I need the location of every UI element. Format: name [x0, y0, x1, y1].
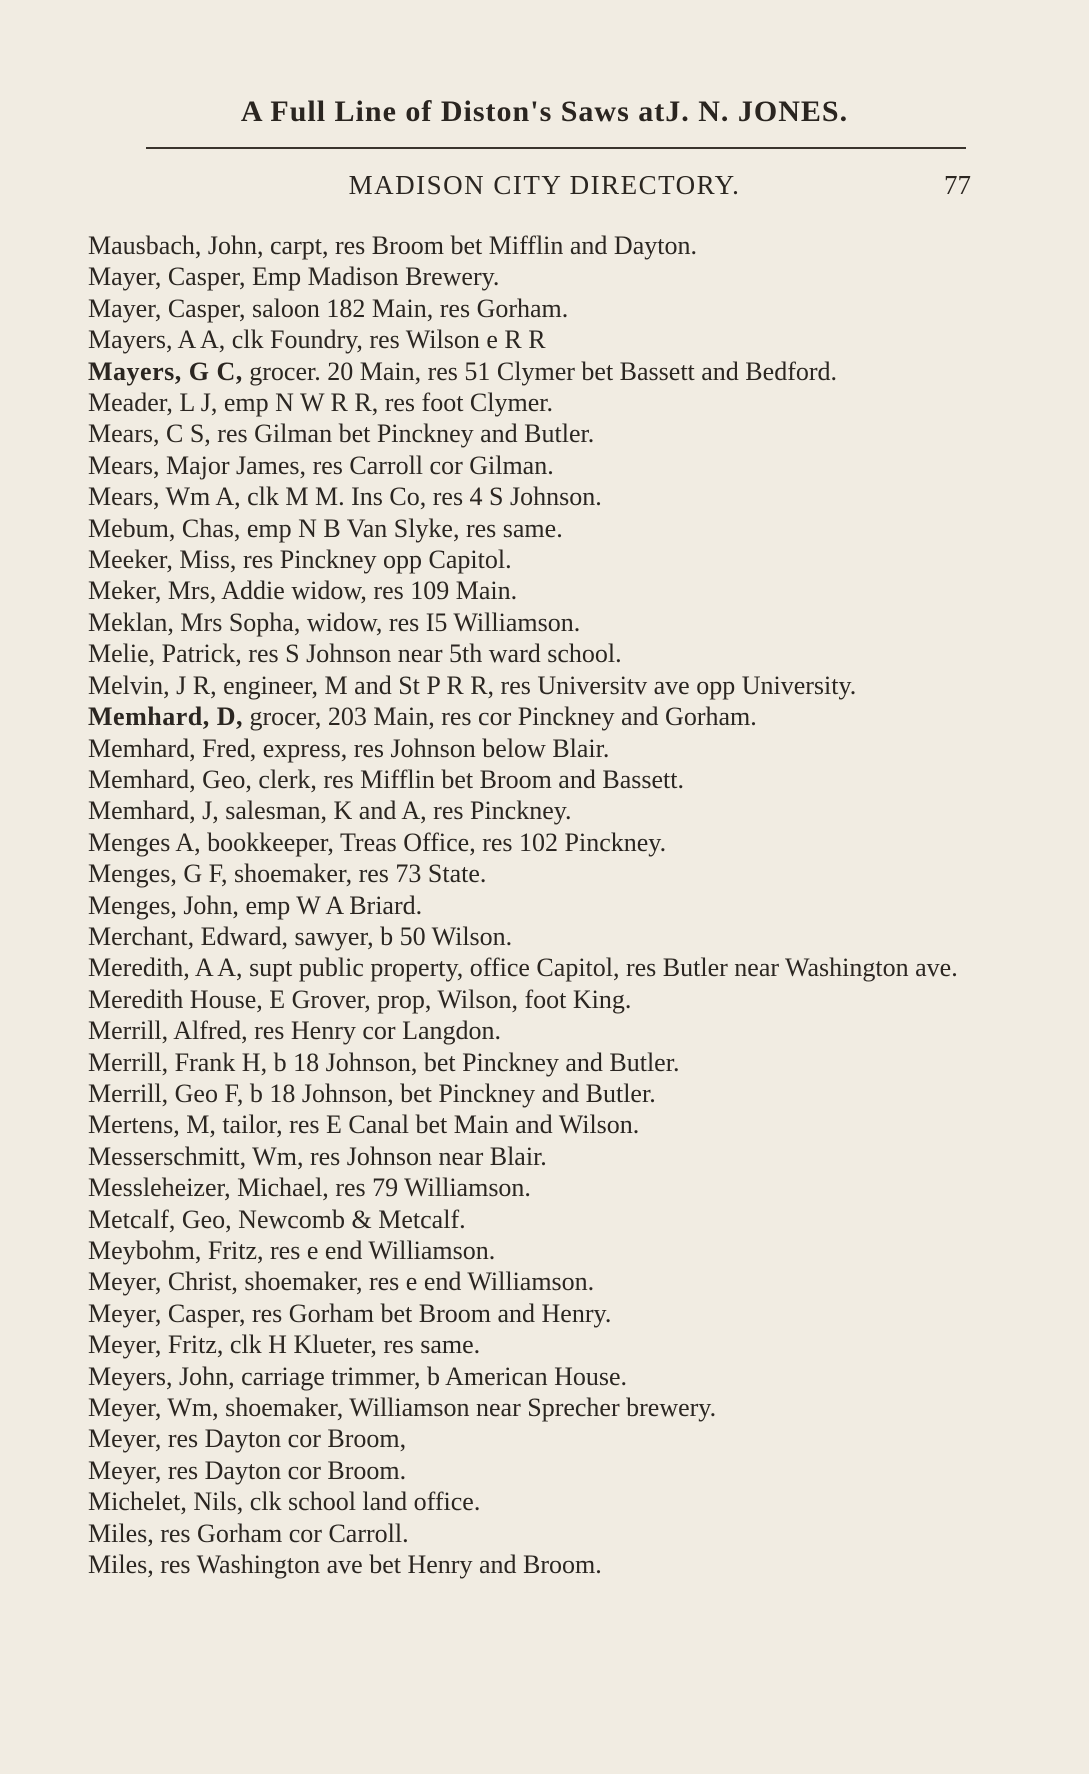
- entry-name: Meader, L J,: [88, 388, 218, 418]
- directory-entry: [88, 701, 978, 732]
- entry-details: bookkeeper, Treas Office, res 102 Pinckney.: [207, 827, 667, 857]
- directory-entry: [88, 921, 978, 952]
- entry-name: Mayer, Casper,: [88, 262, 246, 292]
- directory-entry: [88, 733, 978, 764]
- page-number: 77: [944, 170, 971, 200]
- entry-details: saloon 182 Main, res Gorham.: [251, 293, 569, 323]
- entry-name: Meeker, Miss,: [88, 545, 237, 575]
- entry-details: shoemaker, Williamson near Sprecher brewery.: [225, 1393, 717, 1423]
- directory-entry: [88, 1392, 978, 1423]
- entry-details: carpt, res Broom bet Mifflin and Dayton.: [269, 231, 697, 260]
- entry-name: Menges, John,: [88, 890, 239, 920]
- advertisement-banner: A Full Line of Diston's Saws atJ. N. JONES.: [240, 95, 849, 128]
- entry-name: Meredith House,: [88, 984, 263, 1014]
- entry-name: Messerschmitt, Wm,: [88, 1141, 304, 1171]
- directory-entry: [88, 230, 978, 261]
- directory-entry: [88, 1172, 978, 1203]
- entry-name: Merrill, Frank H,: [88, 1047, 268, 1077]
- entry-name: Meyer, Fritz,: [88, 1330, 224, 1360]
- entry-details: res 79 Williamson.: [335, 1173, 531, 1203]
- directory-entry: [88, 513, 978, 544]
- entry-details: sawyer, b 50 Wilson.: [294, 921, 513, 951]
- directory-entry: [88, 1361, 978, 1392]
- entry-name: Mebum, Chas,: [88, 513, 241, 543]
- entry-name: Memhard, J,: [88, 796, 219, 826]
- entry-name: Mayers, G C,: [88, 356, 243, 386]
- entry-details: express, res Johnson below Blair.: [262, 733, 610, 763]
- entry-details: b 18 Johnson, bet Pinckney and Butler.: [273, 1047, 680, 1077]
- entry-details: Newcomb & Metcalf.: [238, 1204, 466, 1234]
- entry-name: Mears, Major James,: [88, 450, 307, 480]
- header-rule: [146, 147, 966, 149]
- entry-details: res Carroll cor Gilman.: [312, 450, 554, 480]
- entry-details: widow, res 109 Main.: [291, 576, 518, 606]
- entry-details: emp W A Briard.: [245, 890, 423, 920]
- entry-details: widow, res I5 Williamson.: [306, 607, 581, 637]
- directory-entry: [88, 418, 978, 449]
- directory-entry: [88, 1455, 978, 1486]
- entry-details: Emp Madison Brewery.: [251, 262, 500, 292]
- directory-entry: [88, 1078, 978, 1109]
- directory-entries: [88, 230, 978, 1580]
- directory-entry: [88, 1423, 978, 1454]
- entry-details: shoemaker, res 73 State.: [233, 859, 487, 889]
- entry-name: Mayer, Casper,: [88, 293, 246, 323]
- entry-details: emp N W R R, res foot Clymer.: [223, 388, 553, 418]
- entry-name: Meyer,: [88, 1455, 162, 1485]
- directory-entry: [88, 1109, 978, 1140]
- entry-details: shoemaker, res e end Williamson.: [244, 1267, 595, 1297]
- entry-details: tailor, res E Canal bet Main and Wilson.: [222, 1110, 640, 1140]
- directory-entry: [88, 261, 978, 292]
- entry-name: Meyers, John,: [88, 1361, 235, 1391]
- entry-name: Meyer, Wm,: [88, 1393, 219, 1423]
- entry-details: E Grover, prop, Wilson, foot King.: [269, 984, 632, 1014]
- entry-details: grocer. 20 Main, res 51 Clymer bet Bassett and Bedford.: [249, 356, 838, 386]
- entry-details: res Gilman bet Pinckney and Butler.: [217, 419, 595, 449]
- entry-name: Miles,: [88, 1518, 154, 1548]
- entry-details: clk Foundry, res Wilson e R R: [231, 325, 546, 355]
- entry-details: res S Johnson near 5th ward school.: [248, 639, 622, 669]
- entry-name: Michelet, Nils,: [88, 1487, 244, 1517]
- directory-entry: [88, 1298, 978, 1329]
- entry-name: Messleheizer, Michael,: [88, 1173, 329, 1203]
- directory-entry: [88, 1015, 978, 1046]
- entry-name: Memhard, Geo,: [88, 764, 252, 794]
- directory-entry: [88, 450, 978, 481]
- entry-details: clk school land office.: [249, 1487, 481, 1517]
- directory-entry: [88, 1141, 978, 1172]
- entry-name: Mayers, A A,: [88, 325, 226, 355]
- entry-name: Mausbach, John,: [88, 231, 264, 260]
- entry-name: Mertens, M,: [88, 1110, 216, 1140]
- entry-name: Melvin, J R,: [88, 670, 217, 700]
- directory-entry: [88, 827, 978, 858]
- entry-details: clerk, res Mifflin bet Broom and Bassett.: [258, 764, 684, 794]
- directory-entry: [88, 890, 978, 921]
- directory-entry: [88, 638, 978, 669]
- entry-details: res Dayton cor Broom,: [167, 1424, 407, 1454]
- entry-name: Meyer, Casper,: [88, 1298, 246, 1328]
- directory-entry: [88, 1329, 978, 1360]
- directory-entry: [88, 1486, 978, 1517]
- directory-entry: [88, 1518, 978, 1549]
- directory-entry: [88, 1047, 978, 1078]
- entry-details: supt public property, office Capitol, res Butler near Washington ave.: [249, 953, 958, 983]
- directory-entry: [88, 293, 978, 324]
- directory-entry: [88, 952, 978, 983]
- entry-details: res Pinckney opp Capitol.: [242, 545, 512, 575]
- entry-details: res Johnson near Blair.: [309, 1141, 547, 1171]
- entry-name: Metcalf, Geo,: [88, 1204, 232, 1234]
- entry-details: salesman, K and A, res Pinckney.: [225, 796, 572, 826]
- entry-details: res Gorham cor Carroll.: [160, 1518, 409, 1548]
- directory-entry: [88, 575, 978, 606]
- entry-name: Meybohm, Fritz,: [88, 1236, 264, 1265]
- entry-details: res e end Williamson.: [270, 1236, 496, 1265]
- entry-details: res Dayton cor Broom.: [167, 1455, 407, 1485]
- entry-name: Mears, C S,: [88, 419, 211, 449]
- entry-name: Menges A,: [88, 827, 201, 857]
- entry-details: clk H Klueter, res same.: [229, 1330, 481, 1360]
- directory-entry: [88, 1266, 978, 1297]
- directory-entry: [88, 607, 978, 638]
- directory-entry: [88, 481, 978, 512]
- directory-entry: [88, 356, 978, 387]
- entry-details: grocer, 203 Main, res cor Pinckney and Gorham.: [249, 702, 757, 732]
- directory-entry: [88, 984, 978, 1015]
- directory-entry: [88, 387, 978, 418]
- directory-entry: [88, 1549, 978, 1580]
- entry-name: Meyer, Christ,: [88, 1267, 238, 1297]
- entry-details: emp N B Van Slyke, res same.: [246, 513, 563, 543]
- entry-details: b 18 Johnson, bet Pinckney and Butler.: [249, 1078, 656, 1108]
- directory-entry: [88, 544, 978, 575]
- running-title: MADISON CITY DIRECTORY.: [348, 170, 741, 200]
- entry-details: res Henry cor Langdon.: [254, 1016, 501, 1046]
- directory-entry: [88, 670, 978, 701]
- entry-name: Mears, Wm A,: [88, 482, 241, 512]
- entry-name: Miles,: [88, 1550, 154, 1580]
- entry-name: Meyer,: [88, 1424, 162, 1454]
- entry-details: carriage trimmer, b American House.: [241, 1361, 628, 1391]
- directory-entry: [88, 1204, 978, 1235]
- entry-name: Merchant, Edward,: [88, 921, 288, 951]
- entry-name: Melie, Patrick,: [88, 639, 242, 669]
- entry-details: res Washington ave bet Henry and Broom.: [160, 1550, 602, 1580]
- entry-name: Menges, G F,: [88, 859, 228, 889]
- entry-name: Meker, Mrs, Addie: [88, 576, 285, 606]
- entry-name: Merrill, Geo F,: [88, 1078, 244, 1108]
- directory-entry: [88, 858, 978, 889]
- entry-name: Merrill, Alfred,: [88, 1016, 248, 1046]
- directory-entry: [88, 1235, 978, 1266]
- entry-details: engineer, M and St P R R, res Universitv ave opp University.: [223, 670, 857, 700]
- entry-name: Memhard, Fred,: [88, 733, 257, 763]
- entry-details: res Gorham bet Broom and Henry.: [251, 1298, 612, 1328]
- entry-details: clk M M. Ins Co, res 4 S Johnson.: [247, 482, 602, 512]
- entry-name: Meredith, A A,: [88, 953, 243, 983]
- directory-entry: [88, 795, 978, 826]
- entry-name: Meklan, Mrs Sopha,: [88, 607, 301, 637]
- directory-entry: [88, 764, 978, 795]
- running-head: [0, 170, 1089, 204]
- directory-entry: [88, 324, 978, 355]
- entry-name: Memhard, D,: [88, 702, 243, 732]
